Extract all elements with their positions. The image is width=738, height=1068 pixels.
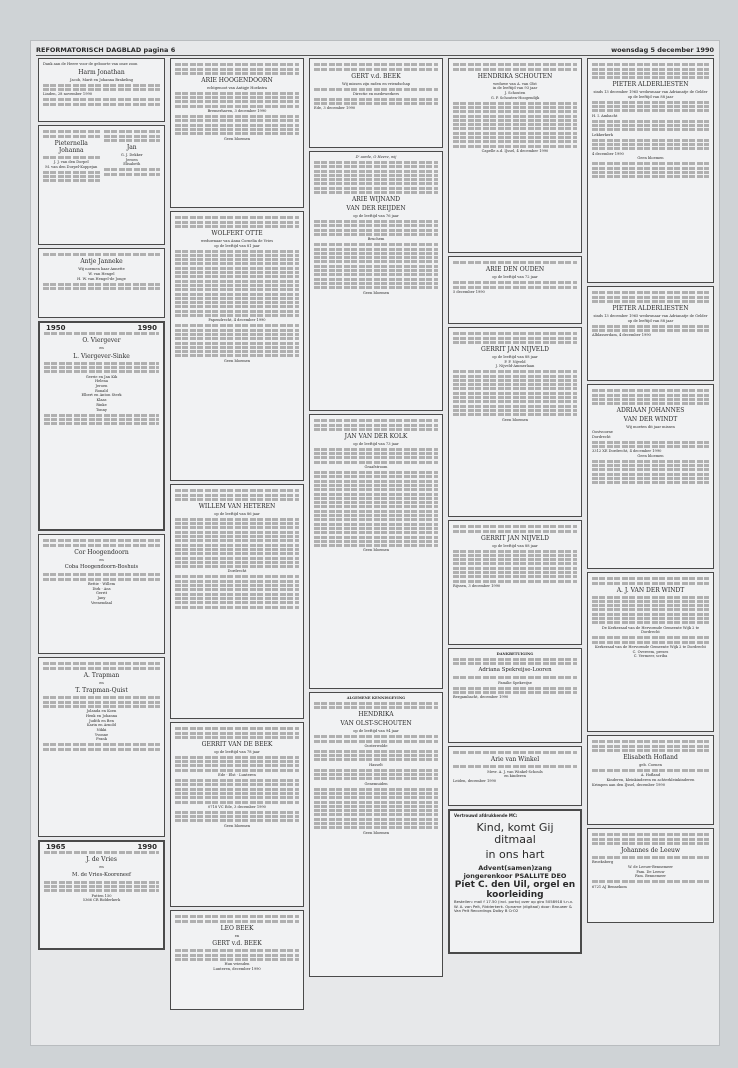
notice-name: VAN OLST-SCHOUTEN — [340, 720, 412, 728]
ad-title: Kind, komt Gij ditmaal — [476, 820, 554, 846]
death-notice-nijveld-1 — [448, 327, 582, 517]
notice-line: J. J. van den Dorpel — [53, 159, 89, 164]
notice-line: Papendrecht, 4 december 1990 — [208, 318, 266, 323]
notice-and: en — [234, 933, 240, 938]
notice-line: Tonny — [96, 407, 107, 412]
notice-line: Bettie · Willem — [88, 581, 115, 586]
thanks-spekreijse — [448, 648, 582, 743]
notice-line: Geen bloemen — [223, 136, 251, 141]
notice-line: W. de Leeuw-Bennemeer — [627, 864, 674, 869]
notice-line: Oosterwolde — [364, 743, 388, 748]
notice-name: HENDRIKA — [358, 711, 394, 719]
death-notice-gert-beek — [309, 58, 443, 148]
notice-line: 5 december 1990 — [453, 289, 485, 294]
notice-line: Hasselt — [369, 762, 383, 767]
advertisement-psallite-deo — [448, 809, 582, 954]
notice-line: Elisabeth — [123, 162, 141, 167]
notice-name: Cor Hoogendoorn — [74, 548, 129, 556]
notice-name: GERRIT VAN DE BEEK — [201, 740, 273, 748]
notice-line: J. Schouten — [504, 91, 526, 95]
page-masthead — [36, 44, 714, 56]
notice-line: Geen bloemen — [362, 548, 390, 553]
birth-notice-antje — [38, 248, 165, 318]
notice-line: Geen bloemen — [362, 830, 390, 835]
notice-line: op de leeftijd van 78 jaar — [214, 749, 260, 754]
death-notice-van-der-windt — [587, 384, 714, 569]
notice-line: G. J. Dekker — [120, 152, 143, 157]
anniversary-trapman — [38, 657, 165, 837]
notice-line: Frank — [96, 737, 107, 742]
column-4 — [448, 58, 582, 1040]
notice-line: Graafstroom — [364, 465, 388, 470]
notice-line: echtgenoot van Antigje Hoekstra — [206, 85, 268, 90]
notice-name: WOLFERT OTTE — [211, 229, 263, 237]
notice-line: Elbert en Anton Sterk — [81, 393, 122, 398]
notice-name: Jan — [126, 143, 137, 151]
notice-line: geb. Coenen — [639, 762, 662, 767]
notice-line: Geen bloemen — [223, 358, 251, 363]
notice-line: Jany — [97, 596, 106, 600]
notice-line: op de leeftijd van 72 jaar — [492, 275, 538, 280]
death-notice-schouten — [448, 58, 582, 253]
notice-name: PIETER ALDERLIESTEN — [612, 81, 689, 89]
notice-line: Broeksberg — [592, 860, 614, 865]
column-5 — [587, 58, 714, 1040]
notice-line: weduwnaar van Anna Cornelia de Vries — [200, 238, 274, 243]
ad-line: jongerenkoor PSALLITE DEO — [463, 871, 567, 880]
notice-line: M. van den Dorpel-Koppejan — [45, 164, 98, 169]
notice-line: Ede · Elst · Lunteren — [218, 773, 256, 778]
notice-name: GERRIT JAN NIJVELD — [481, 345, 549, 353]
notice-name: GERRIT JAN NIJVELD — [481, 534, 549, 542]
notice-name: Johannes de Leeuw — [620, 846, 681, 854]
notice-line: 3312 XE Dordrecht, 4 december 1990 — [592, 449, 662, 454]
notice-line: J. Nijveld-Ammerlaan — [495, 364, 535, 369]
notice-line: op de leeftijd van 88 jaar — [492, 543, 538, 548]
notice-line: Bruchem — [367, 237, 385, 242]
death-notice-van-der-reijden — [309, 151, 443, 411]
ad-head: Vertrouwd afdrukkende MC: — [454, 813, 518, 818]
notice-line: sinds 13 december 1965 weduwnaar van Adrianatje de Gelder — [593, 313, 708, 318]
ad-line: Piet C. den Uil, orgel en koorleiding — [454, 879, 576, 900]
notice-name: T. Trapman-Quist — [75, 687, 128, 695]
notice-line: Directie en medewerkers — [352, 91, 400, 96]
notice-line: Hun vrienden — [224, 962, 250, 967]
notice-line: Nikki — [96, 728, 107, 732]
notice-line: op de leeftijd van 94 jaar — [353, 729, 399, 734]
death-notice-windt-kerkeraad — [587, 572, 714, 732]
notice-line: Familie Spekreijse — [498, 680, 532, 685]
death-notice-van-de-beek — [170, 722, 304, 907]
notice-line: 4 december 1990 — [592, 151, 624, 156]
notice-and: en — [99, 680, 104, 685]
notice-name: VAN DER REIJDEN — [346, 205, 406, 213]
notice-line: Rinke — [96, 402, 107, 407]
notice-line: Gerrie en Jan Kik — [85, 374, 118, 379]
notice-line: op de leeftijd van 88 jaar — [627, 318, 674, 323]
notice-line: 5366 CR Ridderkerk — [82, 898, 121, 903]
death-notice-den-ouden — [448, 256, 582, 324]
notice-line: Ronald — [95, 388, 108, 393]
notice-name: HENDRIKA SCHOUTEN — [477, 72, 553, 80]
notice-line: Kinderen, kleinkinderen en achterkleinkinderen — [606, 777, 695, 782]
death-notice-alderliesten-2 — [587, 286, 714, 381]
notice-line: Geen bloemen — [362, 290, 390, 295]
notice-line: Genemuiden — [364, 781, 388, 786]
birth-notice-harm-jonathan — [38, 58, 165, 122]
notice-line: op de leeftijd van 86 jaar — [214, 511, 260, 516]
birth-notice-pieternella — [38, 125, 165, 245]
year-right: 1990 — [137, 843, 157, 851]
death-notice-hoogendoorn — [170, 58, 304, 208]
column-3 — [309, 58, 443, 1040]
notice-line: op de leeftijd van 81 jaar — [214, 243, 260, 248]
notice-line: Gerrit — [95, 591, 108, 596]
notice-name: Arie van Winkel — [490, 756, 540, 764]
notice-line: Dordrecht — [227, 569, 247, 574]
notice-name: Harm Jonathan — [78, 68, 125, 76]
notice-line: Geen bloemen — [501, 417, 529, 422]
notice-name: WILLEM VAN HETEREN — [198, 502, 276, 510]
death-notice-van-olst — [309, 692, 443, 977]
notice-line: H. I. Ambacht — [592, 113, 618, 118]
year-left: 1950 — [46, 324, 66, 332]
notice-line: Kerkeraad van de Hervormde Gemeente Wijk 2 te Dordrecht — [595, 644, 706, 649]
notice-line: Krimpen aan den IJssel, december 1990 — [592, 782, 665, 787]
notice-line: Lunteren, december 1990 — [213, 966, 261, 971]
notice-line: sinds 13 december 1965 weduwnaar van Adrianatje de Gelder — [593, 90, 708, 95]
year-left: 1965 — [46, 843, 66, 851]
ad-title: in ons hart — [485, 847, 545, 861]
notice-line: Capelle a.d. IJssel, 4 december 1990 — [481, 148, 549, 153]
notice-name: Coba Hoogendoorn-Boshuis — [64, 564, 139, 571]
notice-and: en — [99, 346, 104, 350]
notice-line: C. Vermeer, scriba — [633, 654, 668, 659]
notice-line: Yvonne — [94, 732, 109, 737]
notice-line: 6721 AJ Bennekom — [592, 884, 627, 889]
notice-line: Geen bloemen — [637, 453, 664, 458]
notice-name: GERT v.d. BEEK — [351, 72, 401, 80]
thanks-hofland — [587, 735, 714, 825]
notice-line: Jeroen — [95, 384, 108, 388]
notice-name: Pieternella Johanna — [54, 139, 88, 154]
ad-small-print: Bestellen: mail f 17.50 (incl. porto) over op giro 5058918 t.n.v. W. A. van Pelt, Ridderkerk. Opname (digitaal) door: Brouwer & Van Pelt Recordings Dolby B CrO2 — [454, 898, 574, 914]
anniversary-hoogendoorn — [38, 534, 165, 654]
year-right: 1990 — [137, 324, 157, 332]
notice-line: Leiden, december 1990 — [453, 779, 497, 783]
column-2 — [170, 58, 304, 1040]
death-notice-nijveld-2 — [448, 520, 582, 645]
notice-name: VAN DER WINDT — [623, 416, 678, 424]
masthead-title: REFORMATORISCH DAGBLAD pagina 6 — [36, 46, 176, 54]
notice-line: Jacob, Marit en Johanna Brakeling — [70, 77, 133, 82]
notice-line: Wij noemen haar Annette — [78, 267, 125, 272]
notice-and: en — [99, 557, 104, 562]
notice-line: Putten 150 — [91, 893, 112, 898]
notice-and: en — [99, 865, 104, 869]
notice-line: Wij moeten dit jaar missen — [626, 425, 675, 430]
notice-quote: D' aarde, O Heere, wij — [355, 155, 397, 159]
anniversary-de-vries — [38, 840, 165, 950]
notice-name: L. Viergever-Sinke — [73, 352, 130, 360]
notice-line: Oostvoorne — [592, 429, 613, 434]
notice-name: M. de Vries-Kooreneef — [72, 871, 131, 878]
notice-line: Dirk · Ans — [92, 586, 111, 591]
notice-name: ARIE DEN OUDEN — [485, 266, 545, 274]
anniversary-viergever — [38, 321, 165, 531]
notice-header: ALGEMENE KENNISGEVING — [346, 696, 406, 700]
notice-line: Ede, 3 december 1990 — [314, 106, 356, 111]
notice-name: JAN VAN DER KOLK — [344, 432, 408, 440]
notice-line: Fam. Bennemeer — [635, 874, 666, 879]
notice-line: Wij missen zijn raden en vriendschap — [341, 81, 411, 86]
notice-line: Jolanda en Koen — [86, 709, 117, 714]
notice-line: Dank aan de Heere voor de geboorte van onze zoon — [43, 62, 138, 66]
notice-name: A. Trapman — [83, 671, 120, 679]
notice-line: in de leeftijd van 93 jaar — [492, 86, 538, 91]
notice-line: C. Overeem, preses — [632, 649, 669, 654]
notice-name: O. Viergever — [82, 337, 121, 344]
notice-line: Bergambacht, december 1990 — [453, 695, 509, 700]
death-notice-van-der-kolk — [309, 414, 443, 689]
notice-name: ARIE WIJNAND — [351, 196, 401, 204]
notice-line: Lekkerkerk — [592, 132, 613, 137]
notice-line: Karin en Arnold — [87, 723, 116, 728]
notice-name: LEO BEEK — [220, 924, 254, 932]
condolence-leo-beek — [170, 910, 304, 1010]
notice-line: Geen bloemen — [637, 156, 664, 161]
notice-line: Helena — [95, 379, 108, 384]
notice-line: Rijssen, 3 december 1990 — [453, 583, 501, 588]
notice-name: Adriana Spekreijse-Looren — [478, 667, 552, 674]
notice-line: Geen bloemen — [223, 823, 251, 828]
death-notice-otte — [170, 211, 304, 481]
thanks-de-leeuw — [587, 828, 714, 923]
notice-line: Judith en Ben — [89, 718, 114, 723]
notice-name: A. J. VAN DER WINDT — [616, 586, 685, 594]
notice-name: PIETER ALDERLIESTEN — [612, 304, 689, 312]
notice-line: Linden, 28 november 1990 — [43, 92, 93, 97]
notice-line: op de leeftijd van 88 jaar — [627, 94, 674, 99]
notice-name: Antje Janneke — [80, 258, 123, 266]
column-1 — [38, 58, 165, 1040]
ad-line: Advent(samen)zang — [478, 863, 552, 872]
masthead-date: woensdag 5 december 1990 — [611, 46, 714, 54]
notice-line: 0718 VC Ede, 3 december 1990 — [208, 804, 266, 809]
notice-line: Klaas — [96, 398, 107, 403]
notice-line: op de leeftijd van 88 jaar — [492, 354, 538, 359]
notice-line: Dordrecht — [592, 434, 611, 439]
notice-line: H. W. van Hengel-de Jonge — [77, 276, 126, 281]
notice-line: en kinderen — [504, 774, 526, 779]
notice-line: Fam. De Leeuw — [636, 869, 665, 874]
notice-line: weduwe van A. van Olst — [493, 81, 537, 86]
notice-line: P. F. Nijveld — [504, 359, 526, 364]
notice-name: ADRIAAN JOHANNES — [616, 407, 685, 415]
thanks-van-winkel — [448, 746, 582, 806]
notice-line: W. van Hengel — [88, 272, 115, 276]
notice-line: op de leeftijd van 73 jaar — [353, 441, 399, 446]
notice-line: De Kerkeraad van de Hervormde Gemeente Wijk 2 te Dordrecht — [601, 625, 700, 635]
notice-line: Jeroen — [125, 157, 138, 162]
notice-line: Veenendaal — [90, 600, 112, 605]
notice-name: J. de Vries — [86, 856, 117, 863]
notice-name: GERT v.d. BEEK — [212, 940, 262, 948]
notice-line: Mevr. A. J. van Winkel-Schouls — [487, 769, 543, 774]
notice-name: Elisabeth Hofland — [623, 753, 678, 761]
notice-line: Alblasserdam, 4 december 1990 — [592, 333, 651, 338]
notice-line: A. Hofland — [640, 773, 661, 778]
notice-header: DANKBETUIGING — [496, 652, 534, 656]
notice-line: Henk en Johanna — [85, 713, 118, 718]
death-notice-van-heteren — [170, 484, 304, 719]
notice-name: ARIE HOOGENDOORN — [201, 76, 273, 84]
death-notice-alderliesten-1 — [587, 58, 714, 283]
notice-line: op de leeftijd van 76 jaar — [353, 214, 399, 219]
notice-line: Bremerhaven, 3 december 1990 — [207, 109, 267, 114]
notice-line: G. P. Schouten-Hoogendijk — [490, 95, 540, 100]
